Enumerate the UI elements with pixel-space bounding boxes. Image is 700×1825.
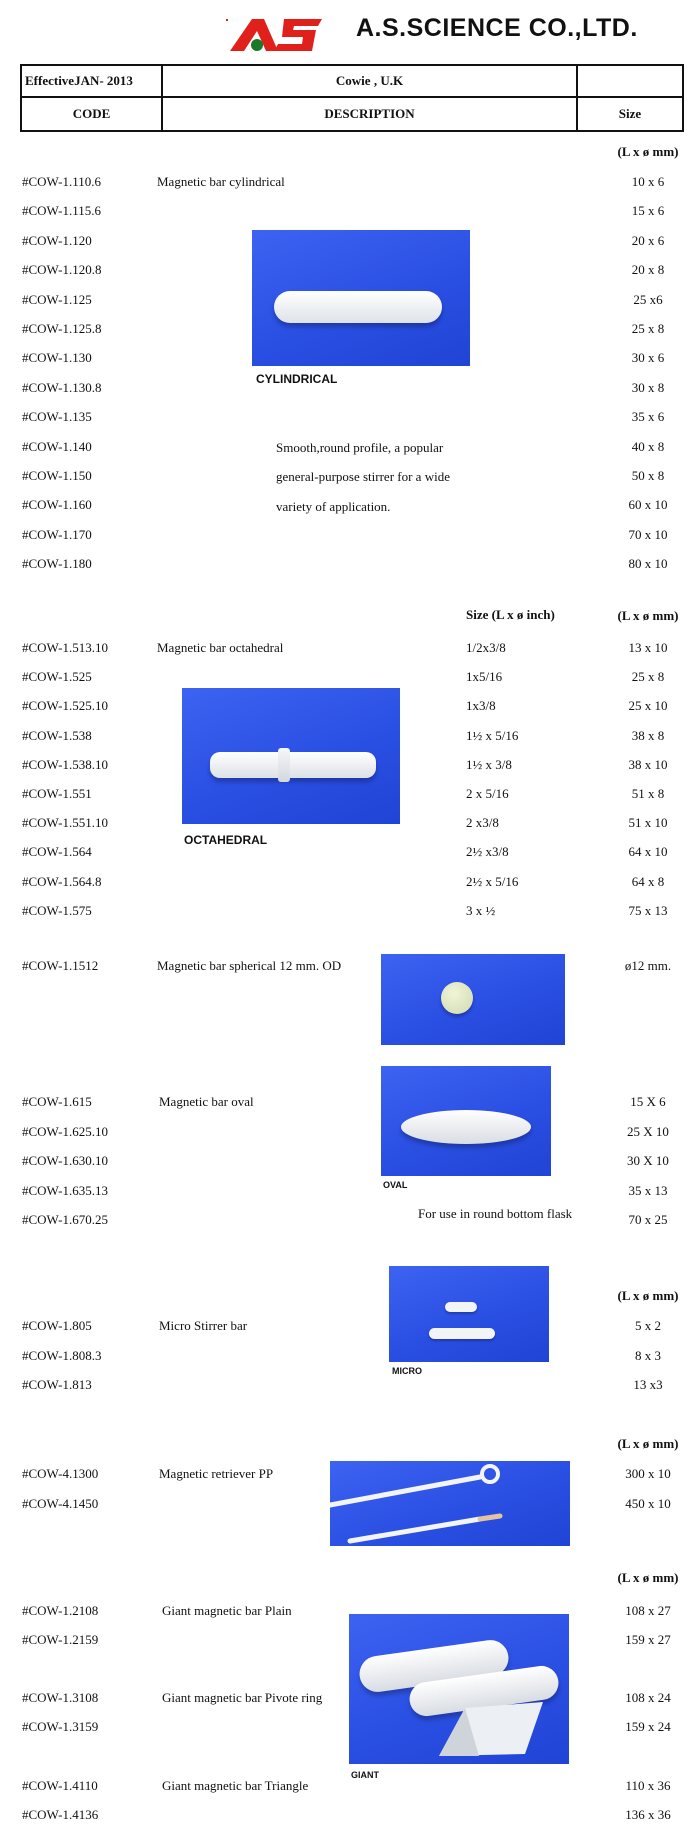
product-code: #COW-1.538 — [22, 727, 92, 743]
product-size-inch: 1½ x 3/8 — [466, 756, 512, 772]
product-code: #COW-1.670.25 — [22, 1212, 108, 1227]
product-size: 70 x 10 — [628, 526, 668, 542]
company-logo — [226, 15, 324, 53]
product-size: 450 x 10 — [625, 1495, 671, 1511]
product-size: 108 x 24 — [625, 1690, 671, 1705]
product-code: #COW-1.3108 — [22, 1690, 99, 1705]
product-code: #COW-1.625.10 — [22, 1123, 108, 1139]
unit-header-mm: (L x ø mm) — [617, 1570, 679, 1585]
product-size: 8 x 3 — [635, 1347, 661, 1363]
product-size: 75 x 13 — [628, 902, 668, 918]
octahedral-photo — [182, 688, 400, 824]
product-size: 25 x 8 — [631, 669, 665, 685]
product-size-inch: 1/2x3/8 — [466, 640, 506, 655]
column-description: DESCRIPTION — [162, 97, 577, 131]
product-code: #COW-1.2159 — [22, 1632, 99, 1647]
product-code: #COW-1.551.10 — [22, 815, 108, 831]
product-size: 38 x 10 — [628, 756, 668, 772]
product-size: 13 x 10 — [628, 640, 668, 655]
product-code: #COW-1.3159 — [22, 1719, 99, 1734]
product-size: 20 x 8 — [631, 262, 665, 278]
product-code: #COW-1.551 — [22, 786, 92, 801]
spherical-stirrer-ball-icon — [441, 982, 473, 1014]
description-cylindrical: Magnetic bar cylindrical — [157, 174, 285, 189]
product-code: #COW-1.110.6 — [22, 174, 101, 189]
product-code: #COW-1.2108 — [22, 1603, 99, 1618]
oval-stirrer-bar-icon — [401, 1110, 531, 1144]
product-description: Giant magnetic bar Pivote ring — [162, 1690, 323, 1705]
unit-header-inch: Size (L x ø inch) — [466, 607, 555, 622]
product-size: 35 x 13 — [628, 1182, 668, 1198]
product-code: #COW-1.120.8 — [22, 262, 102, 278]
retriever-rod-icon — [330, 1461, 570, 1546]
product-size: 70 x 25 — [628, 1212, 668, 1227]
product-code: #COW-1.170 — [22, 526, 92, 542]
product-code: #COW-1.120 — [22, 232, 92, 248]
product-code: #COW-1.140 — [22, 438, 92, 454]
giant-photo — [349, 1614, 569, 1764]
product-size-inch: 2½ x 5/16 — [466, 873, 519, 889]
product-code: #COW-1.115.6 — [22, 203, 101, 219]
description-oval: Magnetic bar oval — [159, 1094, 254, 1109]
spherical-photo — [381, 954, 565, 1045]
product-size: 30 x 8 — [631, 379, 665, 395]
product-size-inch: 1½ x 5/16 — [466, 727, 519, 743]
product-code: #COW-1.635.13 — [22, 1182, 108, 1198]
description-micro: Micro Stirrer bar — [159, 1318, 248, 1333]
product-code: #COW-1.813 — [22, 1377, 92, 1392]
product-code: #COW-1.513.10 — [22, 640, 108, 655]
product-size: 40 x 8 — [631, 438, 665, 454]
product-size: 110 x 36 — [625, 1778, 671, 1793]
product-size: 60 x 10 — [628, 497, 668, 513]
product-code: #COW-1.1512 — [22, 958, 99, 973]
effective-date: EffectiveJAN- 2013 — [21, 65, 162, 97]
product-size: 51 x 8 — [631, 786, 665, 801]
product-description: Giant magnetic bar Triangle — [162, 1778, 309, 1793]
product-size: 25 x6 — [633, 291, 663, 307]
product-size: 159 x 24 — [625, 1719, 671, 1734]
product-size: 50 x 8 — [631, 468, 665, 483]
product-code: #COW-1.525.10 — [22, 698, 108, 714]
product-code: #COW-1.808.3 — [22, 1347, 102, 1363]
unit-header-mm: (L x ø mm) — [617, 608, 679, 623]
product-size: 300 x 10 — [625, 1466, 671, 1481]
product-code: #COW-1.525 — [22, 669, 92, 685]
octahedral-stirrer-bar-icon — [210, 752, 376, 778]
cylindrical-photo-label: CYLINDRICAL — [256, 372, 338, 386]
header-empty-cell — [577, 65, 683, 97]
header-table — [20, 64, 684, 132]
micro-stirrer-bar-icon — [445, 1302, 477, 1312]
product-size: 30 X 10 — [627, 1153, 669, 1168]
product-size: 5 x 2 — [635, 1318, 661, 1333]
giant-triangle-bar-icon — [439, 1698, 549, 1758]
oval-note: For use in round bottom flask — [418, 1206, 573, 1221]
product-size: 25 x 8 — [631, 321, 665, 336]
cylindrical-stirrer-bar-icon — [274, 291, 442, 323]
product-code: #COW-1.130.8 — [22, 379, 102, 395]
product-code: #COW-1.538.10 — [22, 756, 108, 772]
octahedral-photo-label: OCTAHEDRAL — [184, 833, 268, 847]
product-code: #COW-4.1450 — [22, 1495, 99, 1511]
product-code: #COW-1.135 — [22, 409, 92, 425]
product-code: #COW-1.180 — [22, 556, 92, 572]
product-size: 64 x 10 — [628, 844, 668, 860]
product-size: 136 x 36 — [625, 1807, 671, 1822]
product-code: #COW-4.1300 — [22, 1466, 99, 1481]
retriever-photo — [330, 1461, 570, 1546]
unit-header-mm: (L x ø mm) — [617, 1288, 679, 1303]
pivot-ring-icon — [278, 748, 290, 782]
product-size: 15 X 6 — [630, 1094, 666, 1109]
product-code: #COW-1.805 — [22, 1318, 92, 1333]
product-code: #COW-1.130 — [22, 350, 92, 366]
product-code: #COW-1.630.10 — [22, 1153, 108, 1168]
product-size: 15 x 6 — [631, 203, 665, 219]
product-code: #COW-1.125.8 — [22, 321, 102, 336]
product-size-inch: 3 x ½ — [466, 902, 496, 918]
product-code: #COW-1.150 — [22, 468, 92, 483]
product-code: #COW-1.4110 — [22, 1778, 98, 1793]
product-size: 25 X 10 — [627, 1123, 669, 1139]
unit-header-mm: (L x ø mm) — [617, 1436, 679, 1451]
cylindrical-photo — [252, 230, 470, 366]
oval-photo-label: OVAL — [383, 1180, 408, 1190]
product-code: #COW-1.125 — [22, 291, 92, 307]
product-size: 38 x 8 — [631, 727, 665, 743]
micro-stirrer-bar-icon — [429, 1328, 495, 1339]
product-size: 25 x 10 — [628, 698, 668, 714]
product-size: 80 x 10 — [628, 556, 668, 572]
product-code: #COW-1.564.8 — [22, 873, 102, 889]
product-size-inch: 2 x 5/16 — [466, 786, 509, 801]
description-spherical: Magnetic bar spherical 12 mm. OD — [157, 958, 342, 973]
column-code: CODE — [21, 97, 162, 131]
product-size: 64 x 8 — [631, 873, 665, 889]
oval-photo — [381, 1066, 551, 1176]
cylindrical-note-line: Smooth,round profile, a popular — [276, 440, 444, 455]
brand-origin: Cowie , U.K — [162, 65, 577, 97]
product-code: #COW-1.564 — [22, 844, 92, 860]
product-code: #COW-1.575 — [22, 902, 92, 918]
unit-header-mm: (L x ø mm) — [617, 144, 679, 159]
product-code: #COW-1.4136 — [22, 1807, 99, 1822]
product-size: 108 x 27 — [625, 1603, 671, 1618]
description-retriever: Magnetic retriever PP — [159, 1466, 274, 1481]
product-size: 10 x 6 — [631, 174, 665, 189]
product-size-inch: 2 x3/8 — [466, 815, 499, 831]
cylindrical-note-line: variety of application. — [276, 499, 391, 514]
giant-photo-label: GIANT — [351, 1770, 379, 1780]
product-size: 35 x 6 — [631, 409, 665, 425]
product-size-inch: 1x3/8 — [466, 698, 496, 714]
product-size: 30 x 6 — [631, 350, 665, 366]
product-size: 159 x 27 — [625, 1632, 671, 1647]
description-octahedral: Magnetic bar octahedral — [157, 640, 284, 655]
product-size: ø12 mm. — [624, 958, 672, 973]
product-code: #COW-1.160 — [22, 497, 92, 513]
product-size: 20 x 6 — [631, 232, 665, 248]
micro-photo-label: MICRO — [392, 1366, 422, 1376]
product-size-inch: 2½ x3/8 — [466, 844, 509, 860]
product-code: #COW-1.615 — [22, 1094, 92, 1109]
micro-photo — [389, 1266, 549, 1362]
product-size-inch: 1x5/16 — [466, 669, 503, 685]
column-size: Size — [577, 97, 683, 131]
company-name: A.S.SCIENCE CO.,LTD. — [356, 14, 638, 42]
cylindrical-note-line: general-purpose stirrer for a wide — [276, 469, 450, 484]
product-description: Giant magnetic bar Plain — [162, 1603, 292, 1618]
product-size: 13 x3 — [633, 1377, 663, 1392]
product-size: 51 x 10 — [628, 815, 668, 831]
